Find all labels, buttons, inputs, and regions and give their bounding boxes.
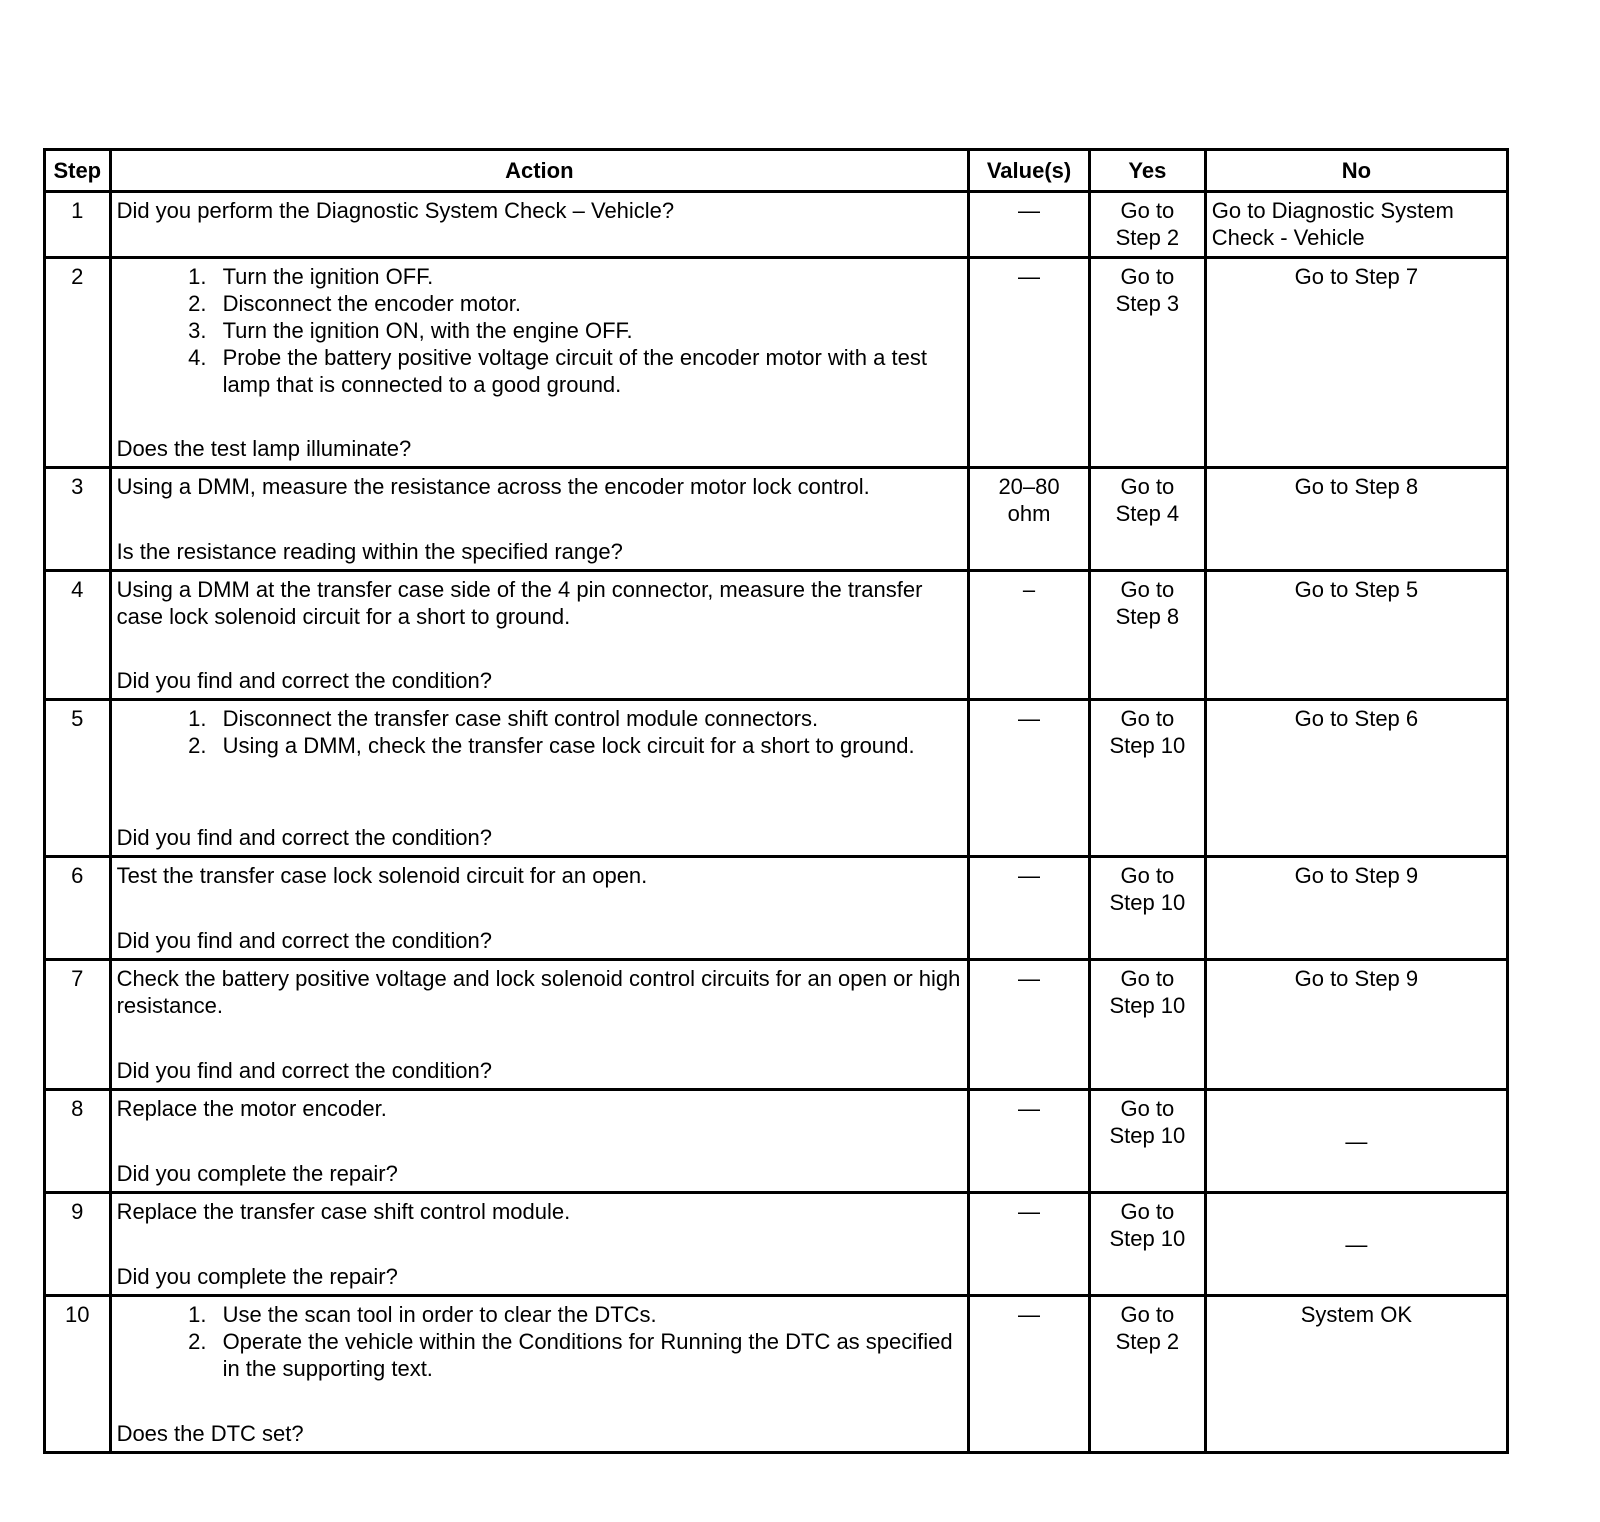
table-row [45, 1296, 1508, 1453]
no-cell: Go to Step 9 [1205, 857, 1507, 960]
action-question: Did you find and correct the condition? [116, 928, 493, 953]
action-cell [110, 857, 969, 960]
step-number: 2 [45, 258, 111, 468]
table-row [45, 1090, 1508, 1193]
no-cell: — [1205, 1193, 1507, 1296]
header-values: Value(s) [969, 150, 1090, 192]
action-step-item: 3. Turn the ignition ON, with the engine OFF. [213, 317, 963, 344]
action-text: Check the battery positive voltage and lock solenoid control circuits for an open or high resistance. [116, 966, 961, 1018]
yes-cell: Go to Step 4 [1089, 468, 1205, 571]
action-step-item: 1. Turn the ignition OFF. [213, 263, 963, 290]
action-cell [110, 1193, 969, 1296]
table-row [45, 571, 1508, 700]
action-cell [110, 700, 969, 857]
header-row [45, 150, 1508, 192]
value-cell: 20–80 ohm [969, 468, 1090, 571]
yes-cell: Go to Step 10 [1089, 700, 1205, 857]
table-body [45, 192, 1508, 1453]
table-row [45, 192, 1508, 258]
action-steps-list [117, 1301, 963, 1382]
value-cell: — [969, 700, 1090, 857]
action-question: Does the test lamp illuminate? [116, 436, 412, 461]
no-cell: Go to Step 7 [1205, 258, 1507, 468]
action-question: Did you find and correct the condition? [116, 825, 493, 850]
value-cell: — [969, 1090, 1090, 1193]
action-text: Using a DMM, measure the resistance across the encoder motor lock control. [116, 474, 870, 499]
action-text: Replace the motor encoder. [116, 1096, 387, 1121]
yes-cell: Go to Step 2 [1089, 1296, 1205, 1453]
action-question: Did you complete the repair? [116, 1264, 398, 1289]
value-cell: — [969, 1193, 1090, 1296]
table-row [45, 1193, 1508, 1296]
no-cell: Go to Step 5 [1205, 571, 1507, 700]
no-cell: System OK [1205, 1296, 1507, 1453]
value-cell: — [969, 857, 1090, 960]
action-cell [110, 192, 969, 258]
action-steps-list [117, 705, 963, 759]
header-action: Action [110, 150, 969, 192]
yes-cell: Go to Step 10 [1089, 960, 1205, 1090]
step-number: 9 [45, 1193, 111, 1296]
header-no: No [1205, 150, 1507, 192]
action-steps-list [117, 263, 963, 398]
action-text: Using a DMM at the transfer case side of the 4 pin connector, measure the transfer case lock solenoid circuit for a short to ground. [116, 577, 923, 629]
no-cell: — [1205, 1090, 1507, 1193]
yes-cell: Go to Step 10 [1089, 1090, 1205, 1193]
table-row [45, 857, 1508, 960]
yes-cell: Go to Step 2 [1089, 192, 1205, 258]
yes-cell: Go to Step 10 [1089, 1193, 1205, 1296]
action-question: Is the resistance reading within the specified range? [116, 539, 623, 564]
action-question: Did you complete the repair? [116, 1161, 398, 1186]
value-cell: — [969, 960, 1090, 1090]
step-number: 5 [45, 700, 111, 857]
action-cell [110, 960, 969, 1090]
table-row [45, 258, 1508, 468]
action-question: Did you find and correct the condition? [116, 1058, 493, 1083]
table-row [45, 960, 1508, 1090]
header-yes: Yes [1089, 150, 1205, 192]
table-row [45, 700, 1508, 857]
step-number: 6 [45, 857, 111, 960]
value-cell: – [969, 571, 1090, 700]
action-step-item: 1. Disconnect the transfer case shift control module connectors. [213, 705, 963, 732]
action-cell [110, 571, 969, 700]
step-number: 4 [45, 571, 111, 700]
step-number: 1 [45, 192, 111, 258]
no-cell: Go to Step 8 [1205, 468, 1507, 571]
yes-cell: Go to Step 8 [1089, 571, 1205, 700]
yes-cell: Go to Step 3 [1089, 258, 1205, 468]
action-text: Test the transfer case lock solenoid circuit for an open. [116, 863, 648, 888]
value-cell: — [969, 258, 1090, 468]
action-text: Replace the transfer case shift control module. [116, 1199, 571, 1224]
table-row [45, 468, 1508, 571]
value-cell: — [969, 192, 1090, 258]
step-number: 3 [45, 468, 111, 571]
no-cell: Go to Diagnostic System Check - Vehicle [1205, 192, 1507, 258]
yes-cell: Go to Step 10 [1089, 857, 1205, 960]
action-cell [110, 258, 969, 468]
step-number: 7 [45, 960, 111, 1090]
action-step-item: 4. Probe the battery positive voltage circuit of the encoder motor with a test lamp that is connected to a good ground. [213, 344, 963, 398]
action-question: Did you find and correct the condition? [116, 668, 493, 693]
no-cell: Go to Step 9 [1205, 960, 1507, 1090]
action-step-item: 2. Disconnect the encoder motor. [213, 290, 963, 317]
action-cell [110, 1090, 969, 1193]
action-text: Did you perform the Diagnostic System Check – Vehicle? [116, 198, 675, 223]
action-step-item: 1. Use the scan tool in order to clear the DTCs. [213, 1301, 963, 1328]
action-cell [110, 1296, 969, 1453]
diagnostic-table [43, 148, 1509, 1454]
header-step: Step [45, 150, 111, 192]
step-number: 10 [45, 1296, 111, 1453]
action-question: Does the DTC set? [116, 1421, 304, 1446]
value-cell: — [969, 1296, 1090, 1453]
action-cell [110, 468, 969, 571]
step-number: 8 [45, 1090, 111, 1193]
no-cell: Go to Step 6 [1205, 700, 1507, 857]
action-step-item: 2. Using a DMM, check the transfer case lock circuit for a short to ground. [213, 732, 963, 759]
action-step-item: 2. Operate the vehicle within the Conditions for Running the DTC as specified in the supporting text. [213, 1328, 963, 1382]
